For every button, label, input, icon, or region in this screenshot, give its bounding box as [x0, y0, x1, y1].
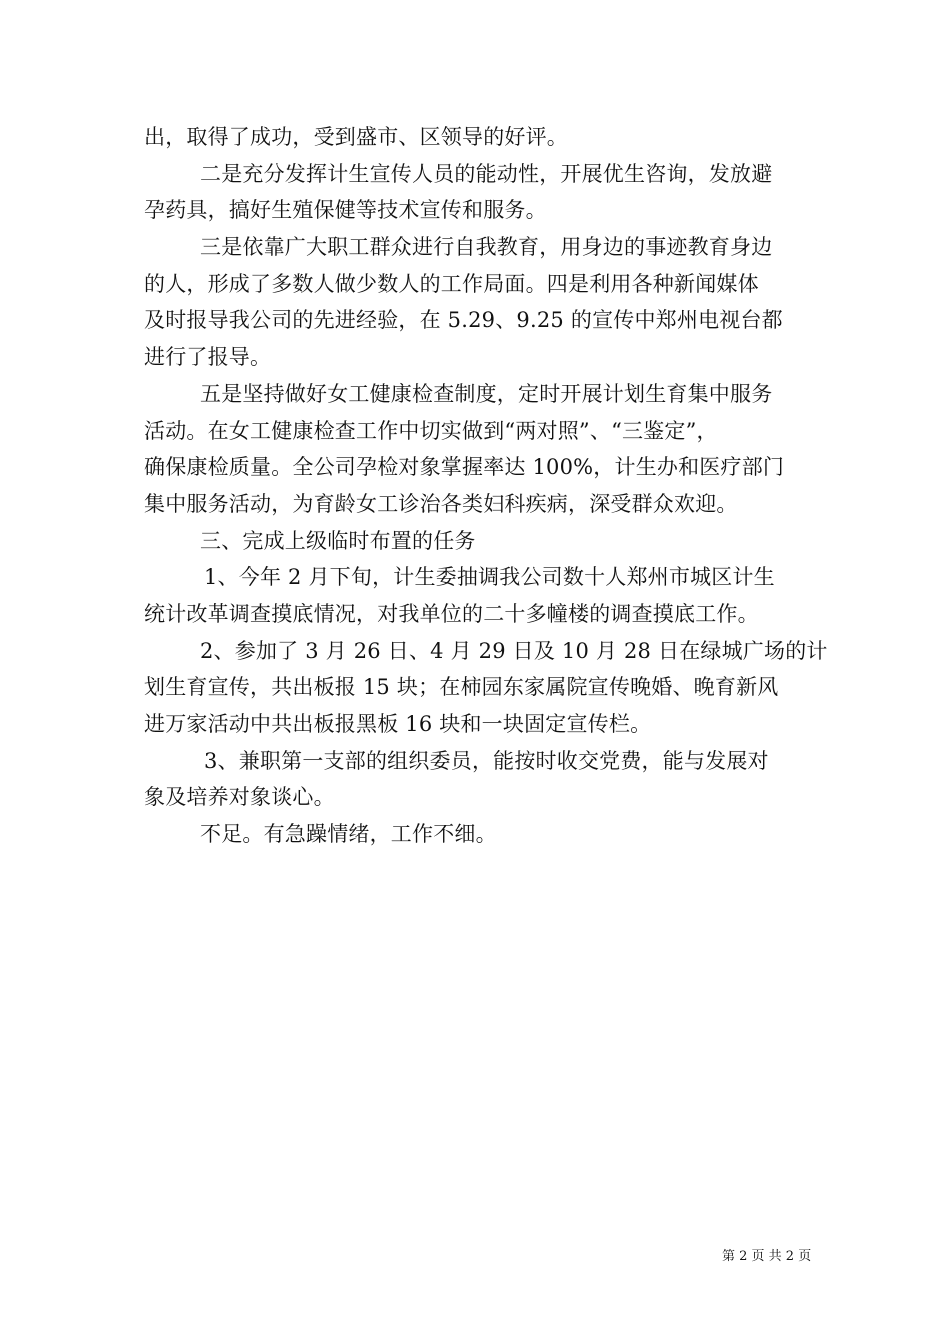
page-number: 第 2 页 共 2 页	[722, 1249, 812, 1264]
text-line: 进行了报导。	[144, 345, 272, 370]
text-line: 及时报导我公司的先进经验，在 5.29、9.25 的宣传中郑州电视台都	[144, 308, 783, 333]
text-line: 集中服务活动，为育龄女工诊治各类妇科疾病，深受群众欢迎。	[144, 491, 738, 516]
text-line: 1、今年 2 月下旬，计生委抽调我公司数十人郑州市城区计生	[204, 565, 775, 590]
text-line: 孕药具，搞好生殖保健等技术宣传和服务。	[144, 198, 547, 223]
text-line: 3、兼职第一支部的组织委员，能按时收交党费，能与发展对	[204, 748, 769, 773]
text-line: 活动。在女工健康检查工作中切实做到“两对照”、“三鉴定”，	[144, 418, 718, 443]
text-line: 进万家活动中共出板报黑板 16 块和一块固定宣传栏。	[144, 712, 652, 736]
text-line: 象及培养对象谈心。	[144, 785, 335, 810]
text-line: 三是依靠广大职工群众进行自我教育，用身边的事迹教育身边	[200, 235, 773, 260]
document-body	[144, 119, 828, 853]
text-line: 确保康检质量。全公司孕检对象掌握率达 100%，计生办和医疗部门	[144, 455, 785, 480]
text-line: 二是充分发挥计生宣传人员的能动性，开展优生咨询，发放避	[200, 161, 773, 186]
text-line: 划生育宣传，共出板报 15 块；在柿园东家属院宣传晚婚、晚育新风	[144, 675, 779, 700]
text-line: 出，取得了成功，受到盛市、区领导的好评。	[144, 125, 568, 149]
section-heading: 三、完成上级临时布置的任务	[200, 528, 476, 553]
text-line: 的人，形成了多数人做少数人的工作局面。四是利用各种新闻媒体	[144, 271, 759, 296]
text-line: 2、参加了 3 月 26 日、4 月 29 日及 10 月 28 日在绿城广场的计	[200, 638, 828, 663]
text-line: 五是坚持做好女工健康检查制度，定时开展计划生育集中服务	[200, 381, 773, 406]
text-line: 统计改革调查摸底情况，对我单位的二十多幢楼的调查摸底工作。	[144, 601, 759, 626]
text-line: 不足。有急躁情绪，工作不细。	[200, 822, 497, 847]
